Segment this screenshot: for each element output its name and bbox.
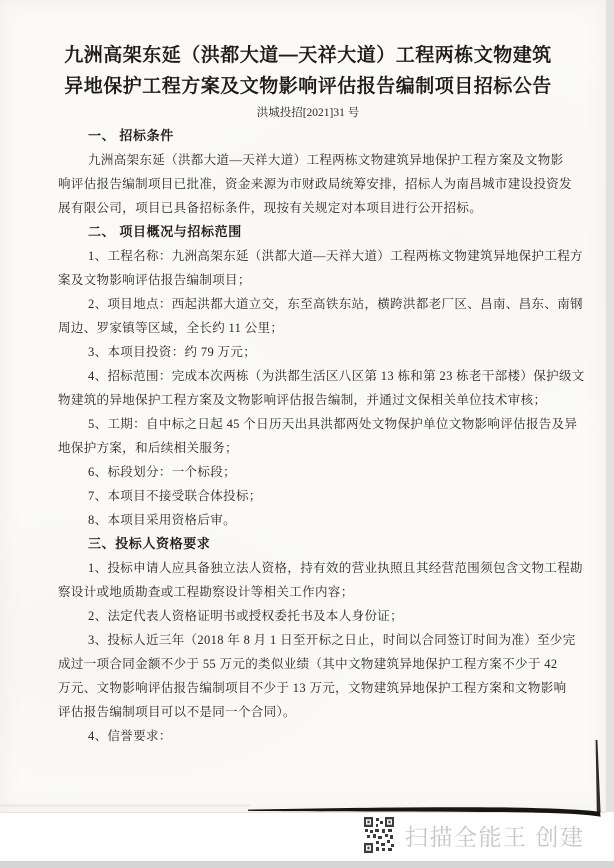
text-line: 察设计或地质勘查或工程勘察设计等相关工作内容； [58, 585, 354, 599]
document-number: 洪城投招[2021]31 号 [256, 107, 360, 119]
text-line: 案及文物影响评估报告编制项目； [58, 273, 251, 287]
text-line: 响评估报告编制项目已批准，资金来源为市财政局统筹安排，招标人为南昌城市建设投资发 [58, 177, 573, 191]
text-line: 展有限公司，项目已具备招标条件，现按有关规定对本项目进行公开招标。 [58, 201, 483, 215]
text-line: 4、信誉要求： [88, 729, 172, 743]
text-line: 地保护方案，和后续相关服务； [58, 441, 238, 455]
text-line: 4、招标范围：完成本次两栋（为洪都生活区八区第 13 栋和第 23 栋老干部楼）保护级文 [88, 369, 585, 383]
text-line: 7、本项目不接受联合体投标； [88, 489, 262, 503]
text-line: 8、本项目采用资格后审。 [88, 513, 236, 527]
scan-bottom-strip [0, 861, 614, 868]
section-2-heading: 二、 项目概况与招标范围 [88, 224, 242, 239]
section-1-heading: 一、 招标条件 [88, 128, 174, 143]
scan-background-band [606, 0, 614, 812]
text-line: 2、法定代表人资格证明书或授权委托书及本人身份证； [88, 609, 404, 623]
text-line: 九洲高架东延（洪都大道—天祥大道）工程两栋文物建筑异地保护工程方案及文物影 [88, 153, 564, 167]
title-line-1: 九洲高架东延（洪都大道—天祥大道）工程两栋文物建筑 [64, 45, 552, 66]
text-line: 1、投标申请人应具备独立法人资格，持有效的营业执照且其经营范围须包含文物工程勘 [88, 561, 583, 575]
text-line: 6、标段划分：一个标段； [88, 465, 236, 479]
text-line: 周边、罗家镇等区域，全长约 11 公里； [58, 321, 284, 335]
text-line: 万元、文物影响评估报告编制项目不少于 13 万元，文物建筑异地保护工程方案和文物影响 [58, 681, 567, 695]
text-line: 评估报告编制项目可以不是同一个合同）。 [58, 705, 296, 719]
text-line: 1、工程名称：九洲高架东延（洪都大道—天祥大道）工程两栋文物建筑异地保护工程方 [88, 249, 583, 263]
qr-code-icon [364, 817, 394, 853]
text-line: 物建筑的异地保护工程方案及文物影响评估报告编制，并通过文保相关单位技术审核； [58, 393, 547, 407]
section-3-heading: 三、投标人资格要求 [88, 536, 211, 551]
text-line: 5、工期：自中标之日起 45 个日历天出具洪都两处文物保护单位文物影响评估报告及异 [88, 417, 578, 431]
document-text [58, 40, 585, 748]
text-line: 3、本项目投资：约 79 万元； [88, 345, 257, 359]
title-line-2: 异地保护工程方案及文物影响评估报告编制项目招标公告 [64, 76, 552, 97]
text-line: 成过一项合同金额不少于 55 万元的类似业绩（其中文物建筑异地保护工程方案不少于 42 [58, 657, 558, 671]
text-line: 3、投标人近三年（2018 年 8 月 1 日至开标之日止，时间以合同签订时间为准）至少完 [88, 633, 576, 647]
watermark-text: 扫描全能王 创建 [405, 823, 585, 850]
text-line: 2、项目地点：西起洪都大道立交，东至高铁东站，横跨洪都老厂区、昌南、昌东、南钢 [88, 297, 583, 311]
scanner-watermark [364, 814, 584, 856]
document-title [58, 40, 558, 102]
